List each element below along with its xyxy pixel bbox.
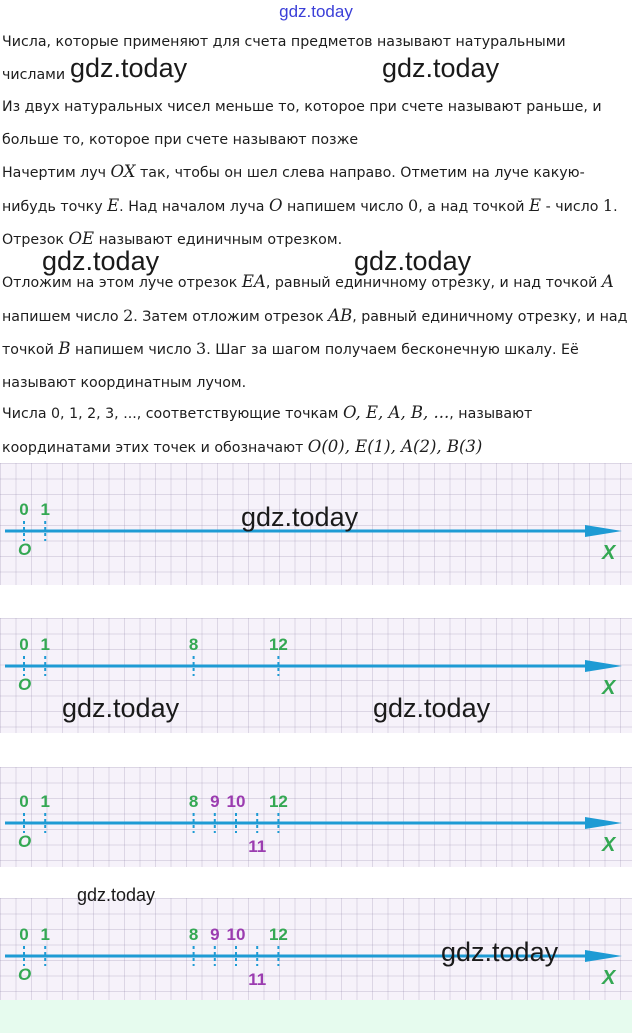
math-B: B xyxy=(58,339,71,358)
origin-label: O xyxy=(18,965,32,984)
math-OE: OE xyxy=(68,229,95,248)
tick-label: 10 xyxy=(226,792,246,811)
tick-label: 0 xyxy=(19,925,29,944)
p4-text-g: . Шаг за шагом получаем бесконечную шкалу. Её называют координатным лучом. xyxy=(2,342,579,391)
ray-arrowhead xyxy=(585,525,622,537)
tick-label: 12 xyxy=(268,792,288,811)
math-one: 1 xyxy=(602,195,614,215)
tick-label: 8 xyxy=(188,792,199,811)
watermark: gdz.today xyxy=(441,937,559,967)
tick-label: 9 xyxy=(210,925,220,944)
ray-end-label: X xyxy=(602,834,616,856)
p5-text-b: , называют координатами этих точек и обозначают xyxy=(2,406,533,456)
tick-label: 9 xyxy=(210,792,220,811)
origin-label: O xyxy=(18,540,32,559)
p3-text-e: , а над точкой xyxy=(418,198,530,215)
math-A: A xyxy=(601,272,614,291)
tick-label: 10 xyxy=(226,925,246,944)
p4-text-f: напишем число xyxy=(70,342,197,358)
p3-text-d: напишем число xyxy=(282,198,409,215)
math-E: E xyxy=(107,195,120,215)
p1-line2: числами xyxy=(2,66,66,83)
tick-label: 0 xyxy=(19,500,29,519)
p1-line1: Числа, которые применяют для счета предметов называют натуральными xyxy=(2,34,566,50)
ray-arrowhead xyxy=(585,950,622,962)
p4-text-b: , равный единичному отрезку, и над точкой xyxy=(265,275,602,291)
bottom-strip xyxy=(0,1000,632,1033)
tick-label: 0 xyxy=(19,635,29,654)
tick-label: 8 xyxy=(188,635,199,654)
math-two: 2 xyxy=(123,305,134,325)
coordinate-ray-3 xyxy=(0,767,632,867)
math-points: O, E, A, B, ... xyxy=(342,403,450,422)
tick-label: 8 xyxy=(188,925,199,944)
watermark: gdz.today xyxy=(241,502,359,532)
p5-text-a: Числа 0, 1, 2, 3, ..., соответствующие точкам xyxy=(2,406,343,422)
p3-text-g: . Отрезок xyxy=(2,198,618,248)
paragraph-ray-construction xyxy=(2,156,630,257)
tick-label: 1 xyxy=(40,635,50,654)
tick-label: 12 xyxy=(268,925,288,944)
tick-label: 1 xyxy=(40,925,50,944)
math-OX: OX xyxy=(110,162,136,181)
math-zero: 0 xyxy=(408,195,419,215)
ray-end-label: X xyxy=(602,677,616,699)
p3-text-c: . Над началом луча xyxy=(119,198,269,215)
paragraph-coordinates xyxy=(2,397,630,464)
tick-label: 11 xyxy=(248,970,267,989)
p4-text-d: . Затем отложим отрезок xyxy=(133,308,329,325)
site-logo[interactable]: gdz.today xyxy=(279,2,353,21)
ray-panel-3 xyxy=(0,767,632,867)
math-O: O xyxy=(268,195,283,215)
p3-text-a: Начертим луч xyxy=(2,165,111,181)
ray-arrowhead xyxy=(585,817,622,829)
math-coordinates: O(0), E(1), A(2), B(3) xyxy=(307,436,483,456)
tick-label: 1 xyxy=(40,792,50,811)
p4-text-c: напишем число xyxy=(2,308,124,325)
ray-arrowhead xyxy=(585,660,622,672)
tick-label: 1 xyxy=(40,500,50,519)
math-EA: EA xyxy=(241,272,266,291)
tick-label: 0 xyxy=(19,792,29,811)
origin-label: O xyxy=(18,675,32,694)
watermark: gdz.today xyxy=(62,693,180,723)
tick-label: 12 xyxy=(268,635,288,654)
watermark: gdz.today xyxy=(373,693,491,723)
p4-text-e: , равный единичному отрезку, и над точкой xyxy=(2,308,628,358)
ray-end-label: X xyxy=(602,967,616,989)
math-AB: AB xyxy=(328,305,353,325)
watermark: gdz.today xyxy=(77,885,156,905)
tick-label: 11 xyxy=(248,837,267,856)
watermark: gdz.today xyxy=(70,53,188,83)
p3-text-f: - число xyxy=(541,198,603,215)
paragraph-comparison xyxy=(2,91,630,156)
p3-text-b: так, чтобы он шел слева направо. Отметим на луче какую-нибудь точку xyxy=(2,165,585,215)
watermark: gdz.today xyxy=(42,246,160,276)
p4-text-a: Отложим на этом луче отрезок xyxy=(2,275,242,291)
origin-label: O xyxy=(18,832,32,851)
math-three: 3 xyxy=(196,339,207,358)
watermark: gdz.today xyxy=(354,246,472,276)
paragraph-unit-segments xyxy=(2,266,630,399)
p2-text: Из двух натуральных чисел меньше то, которое при счете называют раньше, и больше то, которое при счете называют позже xyxy=(2,99,602,148)
watermark: gdz.today xyxy=(382,53,500,83)
p3-text-h: называют единичным отрезком. xyxy=(94,232,343,248)
math-E: E xyxy=(529,195,542,215)
ray-end-label: X xyxy=(602,542,616,564)
